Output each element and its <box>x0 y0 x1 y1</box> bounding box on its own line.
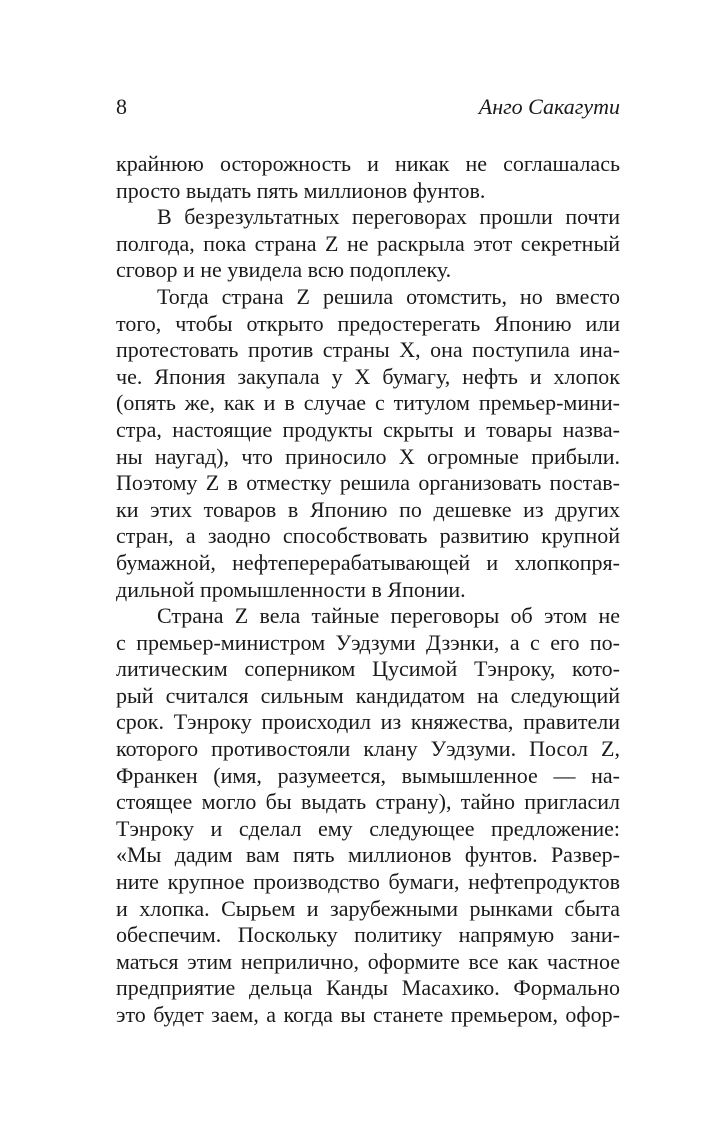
text-line: это будет заем, а когда вы станете премьером, офор- <box>116 1002 620 1027</box>
body-text <box>116 151 620 1029</box>
text-line: того, чтобы открыто предостерегать Японию или <box>116 310 620 336</box>
text-line: крайнюю осторожность и никак не соглашалась <box>116 151 620 176</box>
text-line: ните крупное производство бумаги, нефтепродуктов <box>116 869 620 895</box>
text-line: (опять же, как и в случае с титулом премьер-мини- <box>116 390 620 416</box>
text-line: В безрезультатных переговорах прошли почти <box>157 204 620 230</box>
text-line: бумажной, нефтеперерабатывающей и хлопкопря- <box>116 549 620 575</box>
text-line: Страна Z вела тайные переговоры об этом не <box>157 603 620 629</box>
running-head-author: Анго Сакагути <box>478 94 620 119</box>
text-line: срок. Тэнроку происходил из княжества, правители <box>116 709 620 735</box>
text-line: стоящее могло бы выдать страну), тайно пригласил <box>116 789 620 815</box>
text-line: Тогда страна Z решила отомстить, но вместо <box>157 283 620 309</box>
text-line: просто выдать пять миллионов фунтов. <box>116 177 486 203</box>
text-line: предприятие дельца Канды Масахико. Формально <box>116 975 620 1001</box>
text-line: Франкен (имя, разумеется, вымышленное — на- <box>116 762 620 788</box>
text-line: Поэтому Z в отместку решила организовать постав- <box>116 470 620 496</box>
text-line: с премьер-министром Уэдзуми Дзэнки, а с его по- <box>116 629 620 655</box>
text-line: протестовать против страны X, она поступила ина- <box>116 337 620 363</box>
page-header <box>116 92 620 122</box>
text-line: стра, настоящие продукты скрыты и товары назва- <box>116 416 620 442</box>
text-line: которого противостояли клану Уэдзуми. Посол Z, <box>116 736 620 762</box>
text-line: че. Япония закупала у X бумагу, нефть и хлопок <box>116 363 620 389</box>
text-line: литическим соперником Цусимой Тэнроку, кото- <box>116 656 620 682</box>
text-line: ны наугад), что приносило X огромные прибыли. <box>116 443 620 469</box>
text-line: маться этим неприлично, оформите все как частное <box>116 948 620 974</box>
text-line: стран, а заодно способствовать развитию крупной <box>116 523 620 549</box>
text-line: «Мы дадим вам пять миллионов фунтов. Развер- <box>116 842 620 868</box>
text-line: рый считался сильным кандидатом на следующий <box>116 682 620 708</box>
text-line: сговор и не увидела всю подоплеку. <box>116 257 452 283</box>
text-line: Тэнроку и сделал ему следующее предложение: <box>116 815 620 841</box>
text-line: и хлопка. Сырьем и зарубежными рынками сбыта <box>116 895 620 921</box>
text-line: ки этих товаров в Японию по дешевке из других <box>116 496 620 522</box>
text-line: дильной промышленности в Японии. <box>116 576 466 602</box>
page-number: 8 <box>116 94 127 119</box>
text-line: полгода, пока страна Z не раскрыла этот секретный <box>116 230 620 256</box>
text-line: обеспечим. Поскольку политику напрямую зани- <box>116 922 620 948</box>
